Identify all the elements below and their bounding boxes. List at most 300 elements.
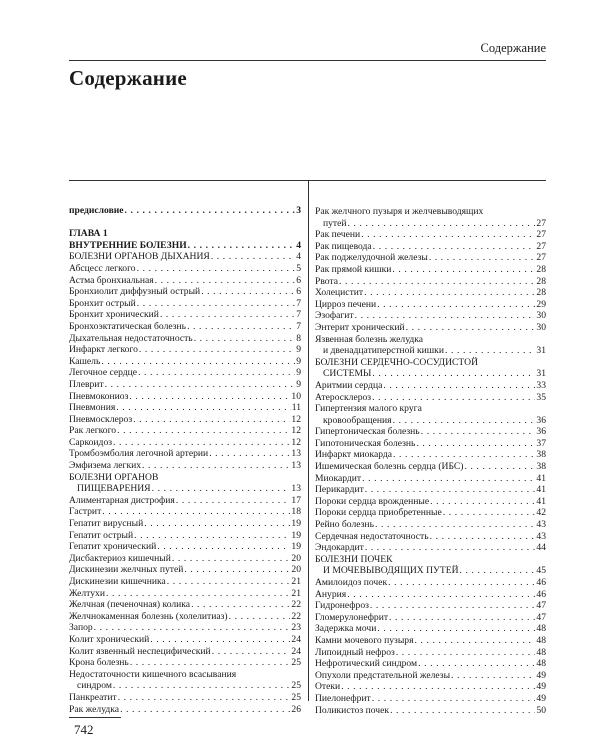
toc-entry-title: Холецистит (315, 287, 364, 299)
toc-entry-page: 17 (291, 494, 301, 506)
dot-leader (134, 530, 290, 542)
dot-leader (443, 507, 536, 519)
toc-entry-page: 22 (291, 599, 301, 611)
toc-entry[interactable] (315, 438, 546, 450)
dot-leader (355, 310, 536, 322)
toc-entry-title: Пневмония (69, 402, 116, 414)
dot-leader (116, 402, 291, 414)
dot-leader (373, 241, 536, 253)
toc-entry-page: 50 (536, 704, 546, 716)
toc-entry-page: 4 (296, 239, 301, 251)
toc-entry[interactable] (69, 356, 301, 368)
toc-left-column (69, 205, 301, 715)
toc-entry[interactable] (315, 229, 546, 241)
toc-entry[interactable] (69, 530, 301, 542)
toc-entry-page: 13 (291, 448, 301, 460)
dot-leader (429, 252, 536, 264)
toc-heading-line: Гипертензия малого круга (315, 403, 422, 415)
toc-entry[interactable] (69, 692, 301, 704)
toc-entry-title: синдром (77, 680, 112, 692)
dot-leader (365, 484, 536, 496)
toc-entry-title: Бронхиолит диффузный острый (69, 286, 201, 298)
toc-entry-title: Гломерулонефрит (315, 611, 389, 623)
dot-leader (167, 576, 291, 588)
toc-heading-line: ГЛАВА 1 (69, 228, 108, 240)
toc-entry-page: 4 (296, 251, 301, 263)
dot-leader (172, 553, 291, 565)
toc-entry-page: 42 (536, 507, 546, 519)
toc-entry-page: 20 (291, 552, 301, 564)
toc-entry[interactable] (69, 333, 301, 345)
footer-rule (69, 717, 121, 718)
toc-entry-title: Рак легкого (69, 425, 117, 437)
dot-leader (209, 448, 290, 460)
dot-leader (430, 496, 535, 508)
toc-entry-title: Абсцесс легкого (69, 262, 136, 274)
toc-entry-page: 28 (536, 275, 546, 287)
toc-entry[interactable] (69, 622, 301, 634)
toc-entry-title: Нефротический синдром (315, 658, 418, 670)
toc-entry[interactable] (69, 634, 301, 646)
toc-entry[interactable] (315, 276, 546, 288)
toc-heading-line: БОЛЕЗНИ СЕРДЕЧНО-СОСУДИСТОЙ (315, 356, 479, 368)
toc-entry[interactable] (315, 589, 546, 601)
dot-leader (176, 495, 291, 507)
toc-entry-page: 29 (536, 298, 546, 310)
toc-entry-title: Амилоидоз почек (315, 577, 388, 588)
toc-entry-page: 13 (291, 460, 301, 472)
dot-leader (393, 449, 535, 461)
spacer (69, 217, 301, 229)
toc-entry[interactable] (69, 646, 301, 658)
toc-entry[interactable] (315, 531, 546, 543)
toc-entry-title: Плеврит (69, 378, 104, 390)
toc-entry-page: 46 (536, 588, 546, 600)
toc-entry-title: Пневмокониоз (69, 390, 129, 402)
toc-entry[interactable] (315, 484, 546, 496)
toc-heading-line: Недостаточности кишечного всасывания (69, 668, 237, 680)
toc-entry-title: Кашель (69, 355, 101, 367)
toc-entry-page: 7 (296, 309, 301, 321)
running-head: Содержание (480, 41, 546, 55)
dot-leader (390, 705, 535, 717)
toc-entry-page: 36 (536, 426, 546, 438)
toc-entry-page: 48 (536, 658, 546, 670)
toc-entry-page: 18 (291, 506, 301, 518)
toc-entry[interactable] (315, 681, 546, 693)
toc-entry-page: 12 (291, 425, 301, 437)
toc-entry[interactable] (69, 460, 301, 472)
toc-entry[interactable] (69, 263, 301, 275)
toc-entry-page: 12 (291, 413, 301, 425)
toc-entry-page: 27 (536, 252, 546, 264)
toc-entry-title: ВНУТРЕННИЕ БОЛЕЗНИ (69, 239, 187, 251)
toc-entry[interactable] (69, 309, 301, 321)
toc-entry-title: Желчнокаменная болезнь (холелитиаз) (69, 610, 228, 622)
toc-entry-page: 49 (536, 681, 546, 693)
toc-entry-title: Запор (69, 622, 93, 634)
toc-entry[interactable] (315, 287, 546, 299)
toc-entry-title: И МОЧЕВЫВОДЯЩИХ ПУТЕЙ (323, 565, 459, 577)
toc-entry-page: 45 (536, 565, 546, 577)
dot-leader (415, 635, 536, 647)
toc-entry[interactable] (69, 611, 301, 623)
toc-entry-title: Рвота (315, 275, 339, 287)
toc-entry-title: Дискинезии кишечника (69, 576, 166, 587)
toc-entry-title: Желчная (печеночная) колика (69, 599, 191, 611)
toc-entry-page: 37 (536, 437, 546, 449)
dot-leader (375, 519, 535, 531)
toc-entry-title: Астма бронхиальная (69, 274, 154, 286)
dot-leader (201, 286, 295, 298)
toc-entry[interactable] (69, 344, 301, 356)
toc-entry[interactable] (315, 542, 546, 554)
toc-entry-page: 9 (296, 367, 301, 379)
toc-entry[interactable] (69, 657, 301, 669)
dot-leader (142, 460, 290, 472)
toc-entry-title: Липоидный нефроз (315, 646, 395, 658)
toc-entry-page: 38 (536, 449, 546, 461)
toc-entry-title: Ишемическая болезнь сердца (ИБС) (315, 461, 464, 473)
toc-entry-page: 43 (536, 530, 546, 542)
toc-heading-line: Рак желчного пузыря и желчевыводящих (315, 206, 484, 217)
toc-entry-page: 35 (536, 391, 546, 403)
toc-entry-page: 48 (536, 634, 546, 646)
dot-leader (393, 415, 536, 427)
dot-leader (184, 564, 290, 576)
toc-entry-page: 9 (296, 344, 301, 356)
toc-entry-page: 21 (291, 576, 301, 587)
toc-entry[interactable] (69, 599, 301, 611)
toc-entry[interactable] (69, 553, 301, 565)
dot-leader (194, 333, 296, 345)
toc-entry-title: Эндокардит (315, 542, 364, 554)
dot-leader (430, 531, 536, 543)
toc-entry-page: 25 (291, 691, 301, 703)
dot-leader (212, 646, 291, 658)
toc-entry-page: 12 (291, 436, 301, 448)
toc-entry-page: 9 (296, 378, 301, 390)
toc-entry[interactable] (315, 507, 546, 519)
toc-entry-title: Отеки (315, 681, 341, 693)
toc-entry-title: Тромбоэмболия легочной артерии (69, 448, 209, 460)
toc-entry-title: Рейно болезнь (315, 519, 374, 531)
toc-entry[interactable] (315, 670, 546, 682)
toc-entry-title: Колит хронический (69, 633, 150, 645)
dot-leader (129, 391, 290, 403)
toc-entry[interactable] (69, 414, 301, 426)
toc-entry-title: Дыхательная недостаточность (69, 332, 193, 344)
toc-entry-title: БОЛЕЗНИ ОРГАНОВ ДЫХАНИЯ (69, 251, 210, 263)
toc-entry-page: 19 (291, 529, 301, 541)
toc-entry-title: ПИЩЕВАРЕНИЯ (77, 483, 151, 495)
toc-entry-title: Перикардит (315, 484, 364, 496)
toc-entry-page: 8 (296, 332, 301, 344)
toc-entry-title: Гепатит хронический (69, 541, 157, 553)
toc-entry-page: 41 (536, 484, 546, 496)
toc-entry-title: Гепатит острый (69, 529, 134, 541)
toc-entry-page: 31 (536, 345, 546, 357)
toc-entry[interactable] (315, 612, 546, 624)
dot-leader (339, 276, 535, 288)
toc-entry[interactable] (315, 368, 546, 380)
toc-heading-line: БОЛЕЗНИ ПОЧЕК (315, 553, 393, 565)
dot-leader (396, 647, 536, 659)
toc-entry[interactable] (69, 286, 301, 298)
toc-entry[interactable] (315, 623, 546, 635)
toc-entry[interactable] (315, 461, 546, 473)
toc-entry[interactable] (315, 299, 546, 311)
dot-leader (383, 380, 535, 392)
toc-entry[interactable] (315, 647, 546, 659)
dot-leader (347, 589, 535, 601)
toc-entry-title: Миокардит (315, 472, 362, 484)
toc-entry[interactable] (315, 252, 546, 264)
toc-entry-page: 47 (536, 600, 546, 612)
toc-entry-page: 6 (296, 286, 301, 298)
toc-entry[interactable] (69, 379, 301, 391)
toc-entry-page: 21 (291, 587, 301, 599)
dot-leader (94, 622, 291, 634)
toc-entry[interactable] (315, 473, 546, 485)
toc-entry-title: Пиелонефрит (315, 692, 371, 704)
toc-entry-page: 41 (536, 472, 546, 484)
toc-entry[interactable] (315, 426, 546, 438)
toc-entry-title: Сердечная недостаточность (315, 530, 429, 542)
dot-leader (416, 438, 535, 450)
toc-entry-title: Гидронефроз (315, 600, 369, 612)
toc-entry-title: Пороки сердца приобретенные (315, 507, 442, 519)
dot-leader (365, 542, 536, 554)
toc-entry-page: 9 (296, 355, 301, 367)
dot-leader (229, 611, 291, 623)
toc-entry[interactable] (69, 367, 301, 379)
toc-entry[interactable] (69, 425, 301, 437)
toc-entry[interactable] (315, 519, 546, 531)
toc-entry[interactable] (315, 392, 546, 404)
header-rule (69, 60, 546, 61)
toc-entry-title: Камни мочевого пузыря (315, 634, 414, 646)
dot-leader (389, 612, 535, 624)
toc-entry[interactable] (69, 298, 301, 310)
toc-entry-title: Анурия (315, 588, 347, 600)
toc-entry-title: Атеросклероз (315, 391, 372, 403)
toc-entry[interactable] (315, 658, 546, 670)
dot-leader (101, 356, 295, 368)
toc-entry[interactable] (69, 495, 301, 507)
dot-leader (130, 657, 291, 669)
dot-leader (125, 205, 296, 217)
toc-entry-title: Саркоидоз (69, 436, 113, 448)
toc-entry[interactable] (69, 448, 301, 460)
toc-entry[interactable] (315, 264, 546, 276)
dot-leader (106, 588, 290, 600)
toc-entry[interactable] (69, 576, 301, 588)
dot-leader (341, 681, 535, 693)
toc-entry[interactable] (69, 321, 301, 333)
toc-entry-page: 24 (291, 645, 301, 657)
toc-entry[interactable] (69, 588, 301, 600)
dot-leader (155, 275, 296, 287)
toc-entry-page: 10 (291, 390, 301, 402)
dot-leader (388, 577, 535, 589)
page-title: Содержание (69, 66, 187, 90)
toc-entry[interactable] (315, 693, 546, 705)
toc-entry-title: Гастрит (69, 506, 102, 518)
toc-entry[interactable] (69, 205, 301, 217)
toc-entry[interactable] (69, 402, 301, 414)
toc-entry[interactable] (69, 437, 301, 449)
toc-entry[interactable] (315, 345, 546, 357)
toc-entry-title: Пороки сердца врожденные (315, 495, 430, 507)
dot-leader (465, 461, 536, 473)
toc-entry-page: 27 (536, 240, 546, 252)
toc-entry-page: 7 (296, 320, 301, 332)
dot-leader (139, 344, 295, 356)
toc-entry-page: 7 (296, 297, 301, 309)
dot-leader (364, 287, 535, 299)
toc-entry-title: и двенадцатиперстной кишки (323, 345, 444, 357)
toc-entry-page: 41 (536, 495, 546, 507)
dot-leader (118, 692, 291, 704)
toc-entry-title: Дискинезии желчных путей (69, 564, 184, 576)
toc-entry-title: Инфаркт легкого (69, 344, 138, 356)
dot-leader (191, 599, 290, 611)
toc-entry[interactable] (69, 704, 301, 716)
dot-leader (144, 518, 290, 530)
toc-entry-title: кровообращения (323, 414, 392, 426)
dot-leader (211, 251, 295, 263)
dot-leader (370, 600, 536, 612)
toc-entry[interactable] (315, 218, 546, 230)
dot-leader (460, 565, 536, 577)
toc-entry-page: 44 (536, 542, 546, 554)
toc-entry-page: 30 (536, 321, 546, 333)
toc-entry-page: 13 (291, 483, 301, 495)
toc-entry-page: 19 (291, 541, 301, 553)
dot-leader (348, 218, 536, 230)
toc-entry-title: СИСТЕМЫ (323, 368, 372, 380)
toc-entry[interactable] (315, 577, 546, 589)
toc-entry-title: Поликистоз почек (315, 704, 390, 716)
toc-entry-title: Крона болезнь (69, 657, 129, 669)
toc-entry-page: 26 (291, 703, 301, 715)
toc-entry-page: 48 (536, 646, 546, 658)
dot-leader (117, 425, 290, 437)
toc-entry-page: 43 (536, 519, 546, 531)
dot-leader (157, 541, 290, 553)
toc-entry-page: 22 (291, 610, 301, 622)
toc-entry[interactable] (69, 483, 301, 495)
toc-entry[interactable] (69, 275, 301, 287)
toc-entry[interactable] (69, 240, 301, 252)
toc-entry-page: 23 (291, 622, 301, 634)
dot-leader (120, 704, 290, 716)
toc-entry-page: 46 (536, 577, 546, 588)
toc-entry-title: Колит язвенный неспецифический (69, 645, 211, 657)
toc-entry-title: Рак поджелудочной железы (315, 252, 428, 264)
toc-entry-title: Панкреатит (69, 691, 117, 703)
dot-leader (372, 368, 535, 380)
toc-entry-page: 25 (291, 657, 301, 669)
toc-entry-page: 19 (291, 518, 301, 530)
toc-entry[interactable] (315, 635, 546, 647)
toc-entry[interactable] (315, 310, 546, 322)
dot-leader (361, 229, 535, 241)
toc-entry[interactable] (315, 241, 546, 253)
dot-leader (406, 322, 536, 334)
toc-entry-page: 38 (536, 461, 546, 473)
toc-entry[interactable] (69, 564, 301, 576)
toc-entry[interactable] (315, 322, 546, 334)
dot-leader (445, 345, 535, 357)
toc-entry-page: 33 (536, 379, 546, 391)
toc-entry[interactable] (315, 496, 546, 508)
toc-entry-page: 3 (296, 205, 301, 216)
toc-entry[interactable] (69, 541, 301, 553)
toc-entry-title: Гипотоническая болезнь (315, 437, 416, 449)
toc-entry-title: путей (323, 217, 347, 229)
toc-entry[interactable] (315, 380, 546, 392)
dot-leader (418, 658, 535, 670)
toc-entry[interactable] (315, 415, 546, 427)
toc-entry-title: Легочное сердце (69, 367, 138, 379)
toc-entry-page: 28 (536, 287, 546, 299)
page-number: 742 (74, 722, 94, 737)
toc-entry[interactable] (315, 600, 546, 612)
dot-leader (362, 473, 535, 485)
dot-leader (150, 634, 290, 646)
dot-leader (187, 321, 295, 333)
dot-leader (392, 264, 535, 276)
toc-entry-title: Желтухи (69, 587, 105, 599)
toc-entry-page: 25 (291, 680, 301, 692)
toc-entry-page: 20 (291, 564, 301, 576)
toc-entry-title: предисловие (69, 205, 124, 216)
toc-entry-title: Бронхоэктатическая болезнь (69, 320, 187, 332)
toc-heading-line: БОЛЕЗНИ ОРГАНОВ (69, 471, 159, 483)
toc-right-column (315, 206, 546, 716)
toc-entry-title: Инфаркт миокарда (315, 449, 393, 461)
toc-entry[interactable] (69, 680, 301, 692)
dot-leader (421, 426, 536, 438)
toc-entry-title: Гипертоническая болезнь (315, 426, 420, 438)
dot-leader (377, 623, 535, 635)
toc-entry[interactable] (315, 565, 546, 577)
dot-leader (188, 240, 296, 252)
toc-entry-title: Гепатит вирусный (69, 518, 144, 530)
dot-leader (137, 298, 295, 310)
toc-entry-title: Рак печени (315, 229, 361, 241)
toc-entry-title: Бронхит острый (69, 297, 136, 309)
toc-entry[interactable] (315, 705, 546, 717)
toc-entry[interactable] (69, 251, 301, 263)
dot-leader (113, 437, 290, 449)
toc-entry-title: Энтерит хронический (315, 321, 405, 333)
toc-entry-title: Рак пищевода (315, 240, 372, 252)
toc-entry-page: 30 (536, 310, 546, 322)
dot-leader (138, 367, 295, 379)
dot-leader (451, 670, 535, 682)
toc-entry-page: 48 (536, 623, 546, 635)
toc-entry-page: 6 (296, 274, 301, 286)
toc-entry[interactable] (69, 391, 301, 403)
toc-entry[interactable] (69, 506, 301, 518)
toc-entry[interactable] (315, 449, 546, 461)
toc-entry[interactable] (69, 518, 301, 530)
toc-entry-page: 27 (536, 217, 546, 229)
dot-leader (372, 693, 536, 705)
